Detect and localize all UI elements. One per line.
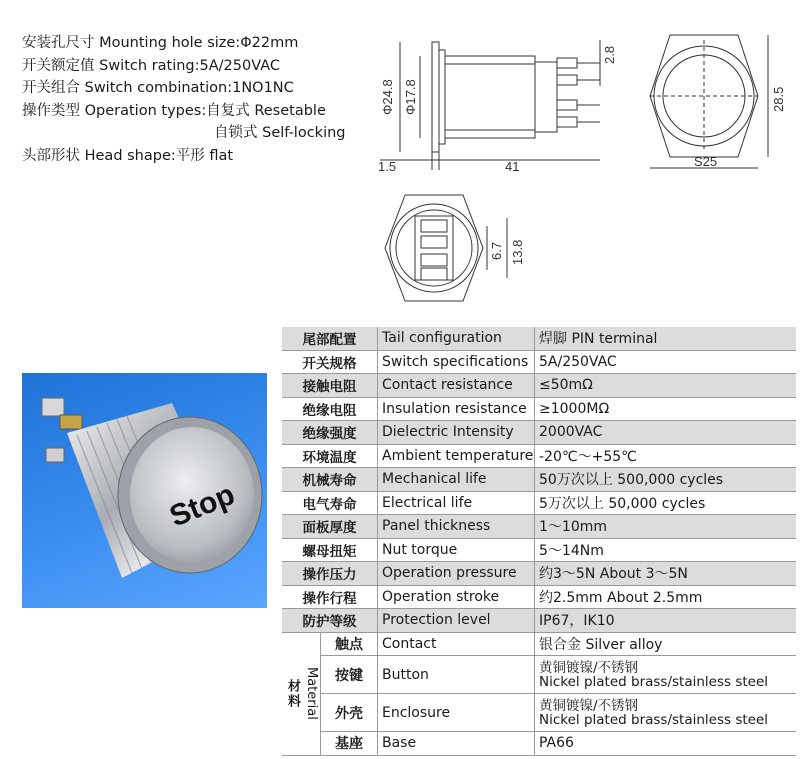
material-group-label: 材料 Material: [282, 632, 321, 755]
push-button-illustration: [22, 373, 267, 608]
table-row: 螺母扭矩 Nut torque 5～14Nm: [282, 538, 796, 562]
dim-hex-width: S25: [694, 154, 718, 169]
rear-view-drawing: [375, 190, 555, 315]
table-row: 操作压力 Operation pressure 约3～5N About 3～5N: [282, 562, 796, 586]
dim-pin-height: 2.8: [602, 45, 617, 64]
dim-hex-height: 28.5: [771, 86, 786, 112]
product-photo: [22, 373, 267, 608]
dim-inner-diameter: Φ17.8: [403, 79, 418, 115]
flange-outline: [432, 42, 439, 152]
table-row: 电气寿命 Electrical life 5万次以上 50,000 cycles: [282, 491, 796, 515]
spec-table: [282, 327, 796, 756]
dim-length: 41: [505, 159, 520, 174]
table-row: 操作行程 Operation stroke 约2.5mm About 2.5mm: [282, 585, 796, 609]
dim-flange: 1.5: [378, 159, 397, 174]
table-row-material-base: 基座 Base PA66: [282, 732, 796, 756]
spec-self-locking: 自锁式 Self-locking: [214, 125, 346, 141]
dim-pin-span: 13.8: [510, 239, 525, 265]
table-row: 机械寿命 Mechanical life 50万次以上 500,000 cycles: [282, 468, 796, 492]
spec-operation-types: 操作类型 Operation types:自复式 Resetable: [22, 103, 326, 119]
spec-switch-combination: 开关组合 Switch combination:1NO1NC: [22, 80, 294, 96]
side-view-drawing: [360, 20, 630, 180]
front-view-drawing: [640, 20, 790, 180]
dim-outer-diameter: Φ24.8: [380, 79, 395, 115]
table-row: 绝缘强度 Dielectric Intensity 2000VAC: [282, 421, 796, 445]
table-row: 尾部配置 Tail configuration 焊脚 PIN terminal: [282, 327, 796, 350]
table-row-material-button: 按键 Button 黄铜镀镍/不锈钢 Nickel plated brass/stainless steel: [282, 656, 796, 694]
table-row: 防护等级 Protection level IP67，IK10: [282, 609, 796, 633]
table-row: 开关规格 Switch specifications 5A/250VAC: [282, 350, 796, 374]
spec-mounting-hole: 安装孔尺寸 Mounting hole size:Φ22mm: [22, 35, 299, 51]
table-row: 绝缘电阻 Insulation resistance ≥1000MΩ: [282, 397, 796, 421]
table-row-material-enclosure: 外壳 Enclosure 黄铜镀镍/不锈钢 Nickel plated brass/stainless steel: [282, 694, 796, 732]
table-row: 面板厚度 Panel thickness 1～10mm: [282, 515, 796, 539]
table-row: 环境温度 Ambient temperature -20℃～+55℃: [282, 444, 796, 468]
body-outline: [445, 56, 535, 138]
spec-switch-rating: 开关额定值 Switch rating:5A/250VAC: [22, 58, 280, 74]
table-row: 接触电阻 Contact resistance ≤50mΩ: [282, 374, 796, 398]
dim-pin-gap: 6.7: [489, 241, 504, 260]
spec-head-shape: 头部形状 Head shape:平形 flat: [22, 148, 234, 164]
button-legend: Stop: [165, 477, 240, 534]
table-row-material-contact: 材料 Material 触点 Contact 银合金 Silver alloy: [282, 632, 796, 656]
